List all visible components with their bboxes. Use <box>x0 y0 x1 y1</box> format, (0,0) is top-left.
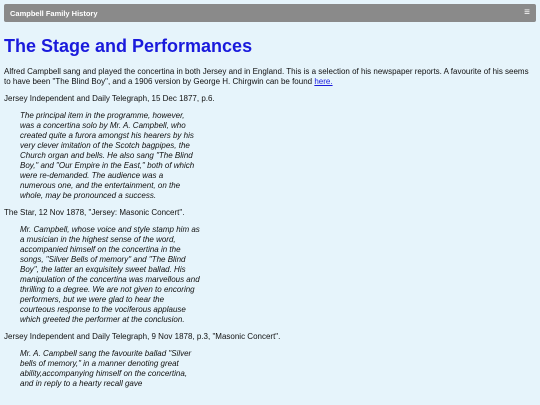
intro-text: Alfred Campbell sang and played the concertina in both Jersey and in England. This is a selection of his newspaper reports. A favourite of his seems to have been "The Blind Boy", and a 1906 version by George H. Chirgwin can be found <box>4 67 529 86</box>
page-title: The Stage and Performances <box>4 36 253 56</box>
intro-paragraph <box>4 67 534 87</box>
newspaper-quote: Mr. A. Campbell sang the favourite ballad "Silver bells of memory," in a manner denoting great ability,accompanying himself on the concertina, and in reply to a hearty recall gave <box>20 349 192 388</box>
source-citation: The Star, 12 Nov 1878, "Jersey: Masonic Concert". <box>4 208 185 217</box>
menu-icon[interactable]: ≡ <box>524 7 530 18</box>
here-link[interactable]: here. <box>314 77 333 86</box>
source-citation: Jersey Independent and Daily Telegraph, 15 Dec 1877, p.6. <box>4 94 215 103</box>
newspaper-quote: The principal item in the programme, however, was a concertina solo by Mr. A. Campbell, who created quite a furora amongst his hearers by his very clever imitation of the Scotch bagpipes, the Church organ and bells. He also sang "The Blind Boy," and "Our Empire in the East," both of which were re-demanded. The audience was a numerous one, and the entertainment, on the whole, may be pronounced a success. <box>20 111 195 200</box>
main-content <box>4 36 534 389</box>
source-citation: Jersey Independent and Daily Telegraph, 9 Nov 1878, p.3, "Masonic Concert". <box>4 332 281 341</box>
newspaper-quote: Mr. Campbell, whose voice and style stamp him as a musician in the highest sense of the word, accompanied himself on the concertina in the songs, "Silver Bells of memory" and "The Blind Boy", the latter an exquisitely sweet ballad. His manipulation of the concertina was marvellous and thrilling to a degree. We are not given to encoring performers, but we were glad to hear the courteous response to the vociferous applause which greeted the performer at the conclusion. <box>20 225 200 324</box>
site-title[interactable]: Campbell Family History <box>10 8 98 18</box>
top-nav-bar <box>4 4 536 22</box>
